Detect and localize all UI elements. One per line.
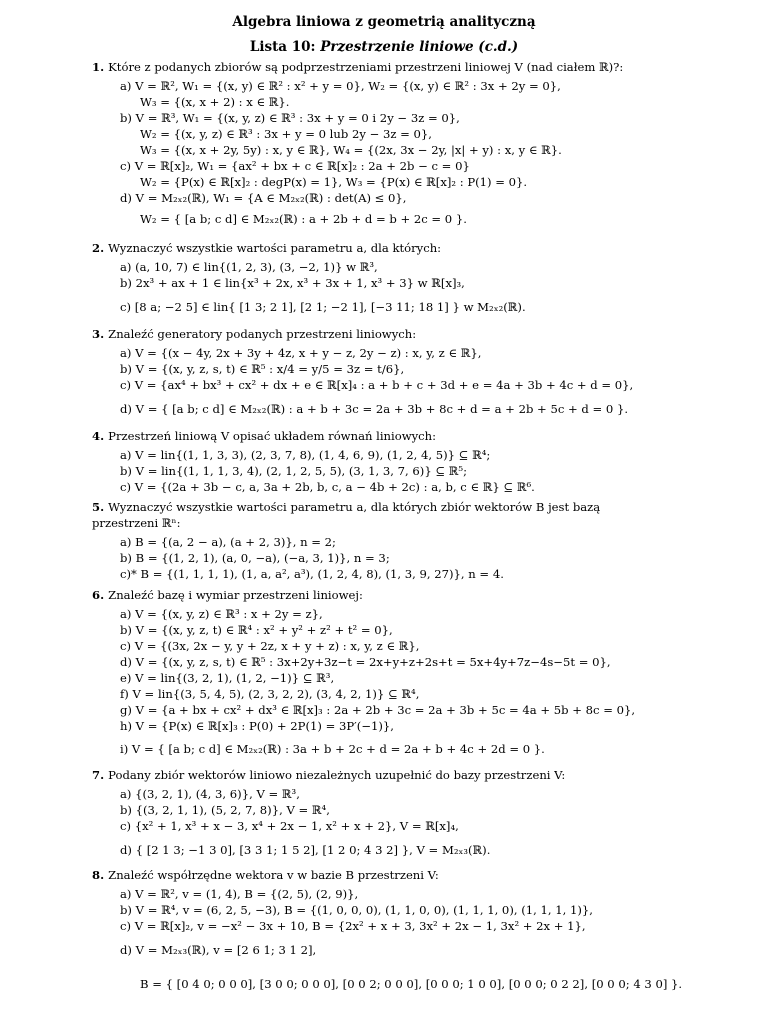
- problem-text: W₃ = {(x, x + 2) : x ∈ ℝ}.: [140, 95, 290, 109]
- page-subtitle: [0, 39, 768, 55]
- problem-line-p2-a: [120, 260, 378, 275]
- problem-line-p5-a: [120, 535, 336, 550]
- problem-text: Podany zbiór wektorów liniowo niezależnych uzupełnić do bazy przestrzeni V:: [108, 768, 566, 782]
- problem-text: c) V = {ax⁴ + bx³ + cx² + dx + e ∈ ℝ[x]₄ : a + b + c + 3d + e = 4a + 3b + 4c + d = 0},: [120, 378, 634, 392]
- problem-text: Znaleźć współrzędne wektora v w bazie B przestrzeni V:: [108, 868, 439, 882]
- problem-line-p1-d2: [140, 212, 467, 227]
- problem-line-p6-d: [120, 655, 611, 670]
- problem-text: d) V = {(x, y, z, s, t) ∈ ℝ⁵ : 3x+2y+3z−t = 2x+y+z+2s+t = 5x+4y+7z−4s−5t = 0},: [120, 655, 611, 669]
- problem-text: Wyznaczyć wszystkie wartości parametru a, dla których zbiór wektorów B jest bazą: [108, 500, 601, 514]
- problem-text: d) V = M₂ₓ₃(ℝ), v = [2 6 1; 3 1 2],: [120, 943, 317, 957]
- problem-line-p7-a: [120, 787, 300, 802]
- problem-line-p3-c: [120, 378, 633, 393]
- problem-line-p3-head: [92, 327, 416, 342]
- problem-line-p1-a2: [140, 95, 289, 110]
- problem-text: W₂ = { [a b; c d] ∈ M₂ₓ₂(ℝ) : a + 2b + d = b + 2c = 0 }.: [140, 212, 467, 226]
- problem-line-p1-b2: [140, 127, 432, 142]
- problem-text: b) B = {(1, 2, 1), (a, 0, −a), (−a, 3, 1)}, n = 3;: [120, 551, 390, 565]
- problem-number: 3.: [92, 327, 109, 341]
- problem-line-p1-c2: [140, 175, 527, 190]
- problem-text: d) V = { [a b; c d] ∈ M₂ₓ₂(ℝ) : a + b + 3c = 2a + 3b + 8c + d = a + 2b + 5c + d = 0 }.: [120, 402, 629, 416]
- problem-line-p2-head: [92, 241, 441, 256]
- problem-line-p5-c: [120, 567, 504, 582]
- problem-line-p6-i: [120, 742, 545, 757]
- problem-text: d) V = M₂ₓ₂(ℝ), W₁ = {A ∈ M₂ₓ₂(ℝ) : det(A) ≤ 0},: [120, 191, 407, 205]
- problem-text: Wyznaczyć wszystkie wartości parametru a, dla których:: [108, 241, 442, 255]
- problem-line-p6-f: [120, 687, 419, 702]
- problem-line-p5-head2: [92, 516, 180, 531]
- problem-text: h) V = {P(x) ∈ ℝ[x]₃ : P(0) + 2P(1) = 3P′(−1)},: [120, 719, 394, 733]
- problem-number: 6.: [92, 588, 109, 602]
- problem-line-p8-c: [120, 919, 586, 934]
- problem-line-p4-b: [120, 464, 467, 479]
- problem-text: a) B = {(a, 2 − a), (a + 2, 3)}, n = 2;: [120, 535, 336, 549]
- problem-text: e) V = lin{(3, 2, 1), (1, 2, −1)} ⊆ ℝ³,: [120, 671, 335, 685]
- problem-line-p5-head: [92, 500, 600, 515]
- problem-text: b) V = {(x, y, z, s, t) ∈ ℝ⁵ : x/4 = y/5 = 3z = t/6},: [120, 362, 405, 376]
- problem-text: f) V = lin{(3, 5, 4, 5), (2, 3, 2, 2), (3, 4, 2, 1)} ⊆ ℝ⁴,: [120, 687, 420, 701]
- problem-line-p1-b3: [140, 143, 562, 158]
- problem-text: b) V = ℝ³, W₁ = {(x, y, z) ∈ ℝ³ : 3x + y = 0 i 2y − 3z = 0},: [120, 111, 460, 125]
- problem-text: W₂ = {(x, y, z) ∈ ℝ³ : 3x + y = 0 lub 2y − 3z = 0},: [140, 127, 432, 141]
- problem-line-p7-d: [120, 843, 490, 858]
- problem-line-p6-g: [120, 703, 635, 718]
- problem-text: c) V = {(2a + 3b − c, a, 3a + 2b, b, c, a − 4b + 2c) : a, b, c ∈ ℝ} ⊆ ℝ⁶.: [120, 480, 535, 494]
- problem-text: a) V = {(x − 4y, 2x + 3y + 4z, x + y − z, 2y − z) : x, y, z ∈ ℝ},: [120, 346, 482, 360]
- problem-number: 7.: [92, 768, 109, 782]
- problem-text: Które z podanych zbiorów są podprzestrzeniami przestrzeni liniowej V (nad ciałem ℝ)?:: [108, 60, 624, 74]
- problem-text: a) V = ℝ², v = (1, 4), B = {(2, 5), (2, 9)},: [120, 887, 359, 901]
- problem-text: c)* B = {(1, 1, 1, 1), (1, a, a², a³), (1, 2, 4, 8), (1, 3, 9, 27)}, n = 4.: [120, 567, 504, 581]
- problem-line-p5-b: [120, 551, 390, 566]
- problem-line-p8-d2: [140, 977, 682, 992]
- problem-line-p4-a: [120, 448, 490, 463]
- problem-text: a) V = {(x, y, z) ∈ ℝ³ : x + 2y = z},: [120, 607, 323, 621]
- problem-number: 4.: [92, 429, 109, 443]
- problem-line-p3-a: [120, 346, 481, 361]
- list-topic: Przestrzenie liniowe (c.d.): [320, 39, 519, 55]
- problem-number: 2.: [92, 241, 109, 255]
- problem-text: b) 2x³ + ax + 1 ∈ lin{x³ + 2x, x³ + 3x + 1, x³ + 3} w ℝ[x]₃,: [120, 276, 465, 290]
- problem-line-p1-head: [92, 60, 623, 75]
- problem-text: W₃ = {(x, x + 2y, 5y) : x, y ∈ ℝ}, W₄ = {(2x, 3x − 2y, |x| + y) : x, y ∈ ℝ}.: [140, 143, 562, 157]
- problem-line-p8-head: [92, 868, 439, 883]
- problem-line-p6-a: [120, 607, 323, 622]
- problem-text: Znaleźć generatory podanych przestrzeni liniowych:: [108, 327, 417, 341]
- problem-line-p6-c: [120, 639, 419, 654]
- problem-line-p1-b1: [120, 111, 460, 126]
- problem-number: 1.: [92, 60, 109, 74]
- problem-text: c) V = ℝ[x]₂, W₁ = {ax² + bx + c ∈ ℝ[x]₂ : 2a + 2b − c = 0}: [120, 159, 470, 173]
- problem-text: i) V = { [a b; c d] ∈ M₂ₓ₂(ℝ) : 3a + b + 2c + d = 2a + b + 4c + 2d = 0 }.: [120, 742, 545, 756]
- problem-line-p7-c: [120, 819, 459, 834]
- problem-text: a) {(3, 2, 1), (4, 3, 6)}, V = ℝ³,: [120, 787, 300, 801]
- problem-line-p7-b: [120, 803, 330, 818]
- problem-text: Znaleźć bazę i wymiar przestrzeni liniowej:: [108, 588, 363, 602]
- problem-line-p1-a1: [120, 79, 561, 94]
- problem-line-p3-b: [120, 362, 404, 377]
- problem-number: 5.: [92, 500, 109, 514]
- problem-line-p4-c: [120, 480, 535, 495]
- problem-number: 8.: [92, 868, 109, 882]
- problem-text: Przestrzeń liniową V opisać układem równań liniowych:: [108, 429, 437, 443]
- problem-text: d) { [2 1 3; −1 3 0], [3 3 1; 1 5 2], [1 2 0; 4 3 2] }, V = M₂ₓ₃(ℝ).: [120, 843, 491, 857]
- list-label: Lista 10:: [249, 39, 316, 55]
- problem-text: a) (a, 10, 7) ∈ lin{(1, 2, 3), (3, −2, 1)} w ℝ³,: [120, 260, 378, 274]
- problem-text: B = { [0 4 0; 0 0 0], [3 0 0; 0 0 0], [0 0 2; 0 0 0], [0 0 0; 1 0 0], [0 0 0; 0 2 2], [0 0 0; 4 3 0] }.: [140, 977, 683, 991]
- problem-line-p3-d: [120, 402, 628, 417]
- problem-text: b) V = lin{(1, 1, 1, 3, 4), (2, 1, 2, 5, 5), (3, 1, 3, 7, 6)} ⊆ ℝ⁵;: [120, 464, 467, 478]
- problem-text: c) V = ℝ[x]₂, v = −x² − 3x + 10, B = {2x² + x + 3, 3x² + 2x − 1, 3x² + 2x + 1},: [120, 919, 586, 933]
- problem-line-p7-head: [92, 768, 565, 783]
- problem-text: W₂ = {P(x) ∈ ℝ[x]₂ : degP(x) = 1}, W₃ = {P(x) ∈ ℝ[x]₂ : P(1) = 0}.: [140, 175, 528, 189]
- page-title: Algebra liniowa z geometrią analityczną: [232, 14, 536, 30]
- problem-line-p8-d: [120, 943, 316, 958]
- problem-text: b) V = {(x, y, z, t) ∈ ℝ⁴ : x² + y² + z² + t² = 0},: [120, 623, 393, 637]
- problem-line-p8-b: [120, 903, 593, 918]
- problem-text: c) {x² + 1, x³ + x − 3, x⁴ + 2x − 1, x² + x + 2}, V = ℝ[x]₄,: [120, 819, 459, 833]
- problem-text: a) V = ℝ², W₁ = {(x, y) ∈ ℝ² : x² + y = 0}, W₂ = {(x, y) ∈ ℝ² : 3x + 2y = 0},: [120, 79, 561, 93]
- problem-line-p6-b: [120, 623, 393, 638]
- problem-text: a) V = lin{(1, 1, 3, 3), (2, 3, 7, 8), (1, 4, 6, 9), (1, 2, 4, 5)} ⊆ ℝ⁴;: [120, 448, 491, 462]
- problem-line-p2-c: [120, 300, 526, 315]
- problem-text: c) [8 a; −2 5] ∈ lin{ [1 3; 2 1], [2 1; −2 1], [−3 11; 18 1] } w M₂ₓ₂(ℝ).: [120, 300, 526, 314]
- problem-line-p6-head: [92, 588, 363, 603]
- problem-line-p6-e: [120, 671, 334, 686]
- problem-text: b) V = ℝ⁴, v = (6, 2, 5, −3), B = {(1, 0, 0, 0), (1, 1, 0, 0), (1, 1, 1, 0), (1, 1, 1, 1)},: [120, 903, 593, 917]
- problem-text: b) {(3, 2, 1, 1), (5, 2, 7, 8)}, V = ℝ⁴,: [120, 803, 330, 817]
- problem-line-p1-d1: [120, 191, 407, 206]
- problem-line-p8-a: [120, 887, 358, 902]
- problem-line-p1-c1: [120, 159, 470, 174]
- problem-text: przestrzeni ℝⁿ:: [92, 516, 181, 530]
- problem-line-p2-b: [120, 276, 465, 291]
- problem-line-p6-h: [120, 719, 394, 734]
- problem-text: g) V = {a + bx + cx² + dx³ ∈ ℝ[x]₃ : 2a + 2b + 3c = 2a + 3b + 5c = 4a + 5b + 8c = 0},: [120, 703, 636, 717]
- problem-text: c) V = {(3x, 2x − y, y + 2z, x + y + z) : x, y, z ∈ ℝ},: [120, 639, 420, 653]
- problem-line-p4-head: [92, 429, 436, 444]
